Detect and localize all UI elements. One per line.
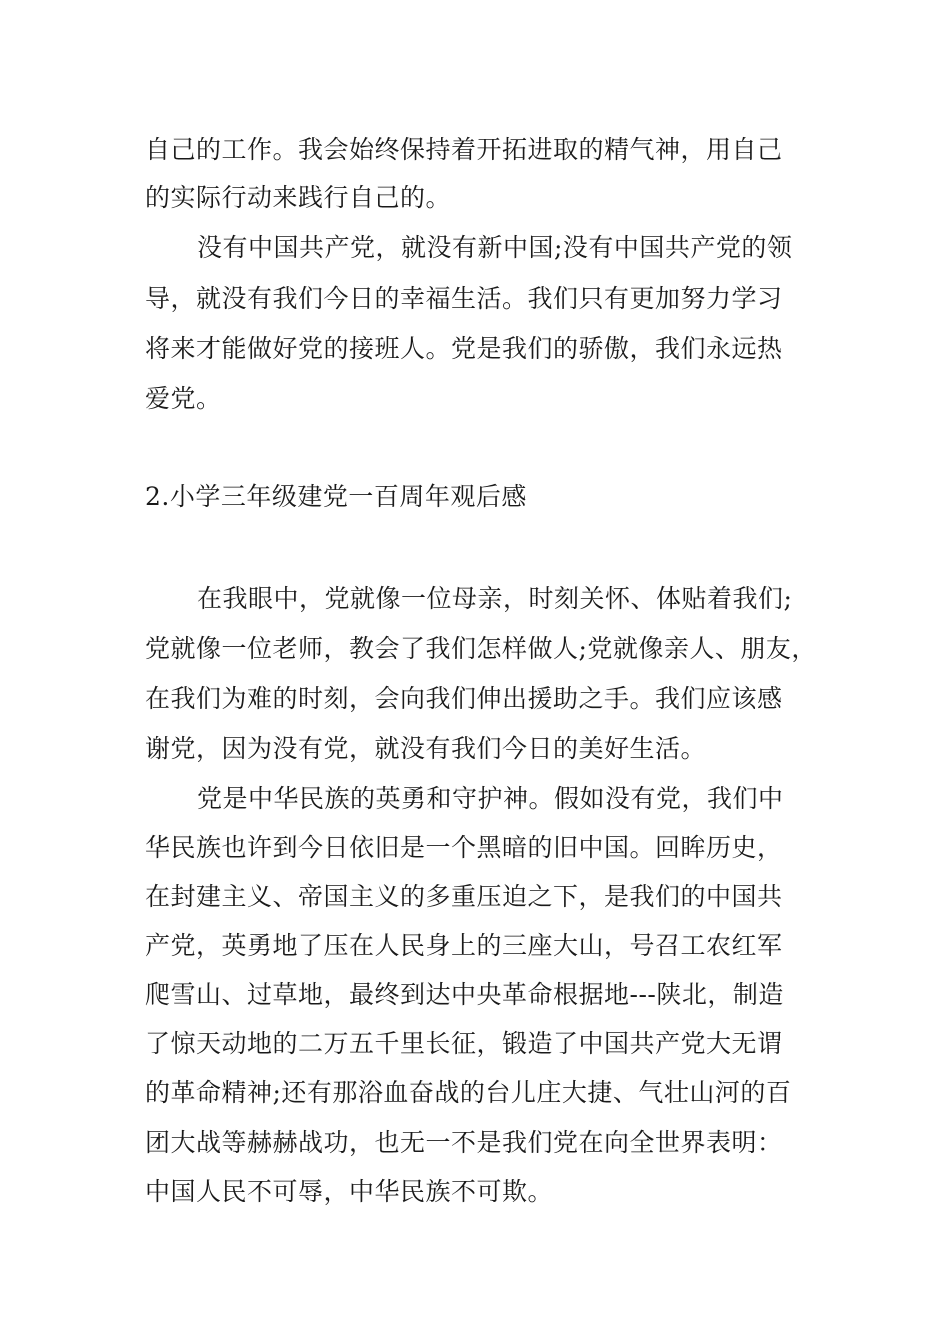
paragraph-line: 中国人民不可辱，中华民族不可欺。: [145, 1177, 554, 1206]
paragraph-line: 产党，英勇地了压在人民身上的三座大山，号召工农红军: [145, 931, 783, 960]
paragraph-line: 没有中国共产党，就没有新中国;没有中国共产党的领: [197, 233, 793, 262]
paragraph-line: 在封建主义、帝国主义的多重压迫之下，是我们的中国共: [145, 882, 783, 911]
paragraph-line: 自己的工作。我会始终保持着开拓进取的精气神，用自己: [145, 135, 783, 164]
paragraph-line: 党就像一位老师，教会了我们怎样做人;党就像亲人、朋友，: [145, 634, 817, 663]
paragraph-line: 华民族也许到今日依旧是一个黑暗的旧中国。回眸历史，: [145, 833, 783, 862]
paragraph-line: 的实际行动来践行自己的。: [145, 183, 452, 212]
paragraph-line: 了惊天动地的二万五千里长征，锻造了中国共产党大无谓: [145, 1029, 783, 1058]
paragraph-line: 在我们为难的时刻，会向我们伸出援助之手。我们应该感: [145, 684, 783, 713]
paragraph-line: 在我眼中，党就像一位母亲，时刻关怀、体贴着我们;: [197, 584, 793, 613]
paragraph-line: 爬雪山、过草地，最终到达中央革命根据地---陕北，制造: [145, 980, 784, 1009]
paragraph-line: 党是中华民族的英勇和守护神。假如没有党，我们中: [197, 784, 784, 813]
section-heading: 2.小学三年级建党一百周年观后感: [145, 482, 527, 511]
paragraph-line: 团大战等赫赫战功，也无一不是我们党在向全世界表明：: [145, 1128, 783, 1157]
paragraph-line: 的革命精神;还有那浴血奋战的台儿庄大捷、气壮山河的百: [145, 1078, 792, 1107]
paragraph-line: 爱党。: [145, 384, 222, 413]
paragraph-line: 导，就没有我们今日的幸福生活。我们只有更加努力学习: [145, 284, 783, 313]
paragraph-line: 将来才能做好党的接班人。党是我们的骄傲，我们永远热: [145, 334, 783, 363]
paragraph-line: 谢党，因为没有党，就没有我们今日的美好生活。: [145, 734, 707, 763]
